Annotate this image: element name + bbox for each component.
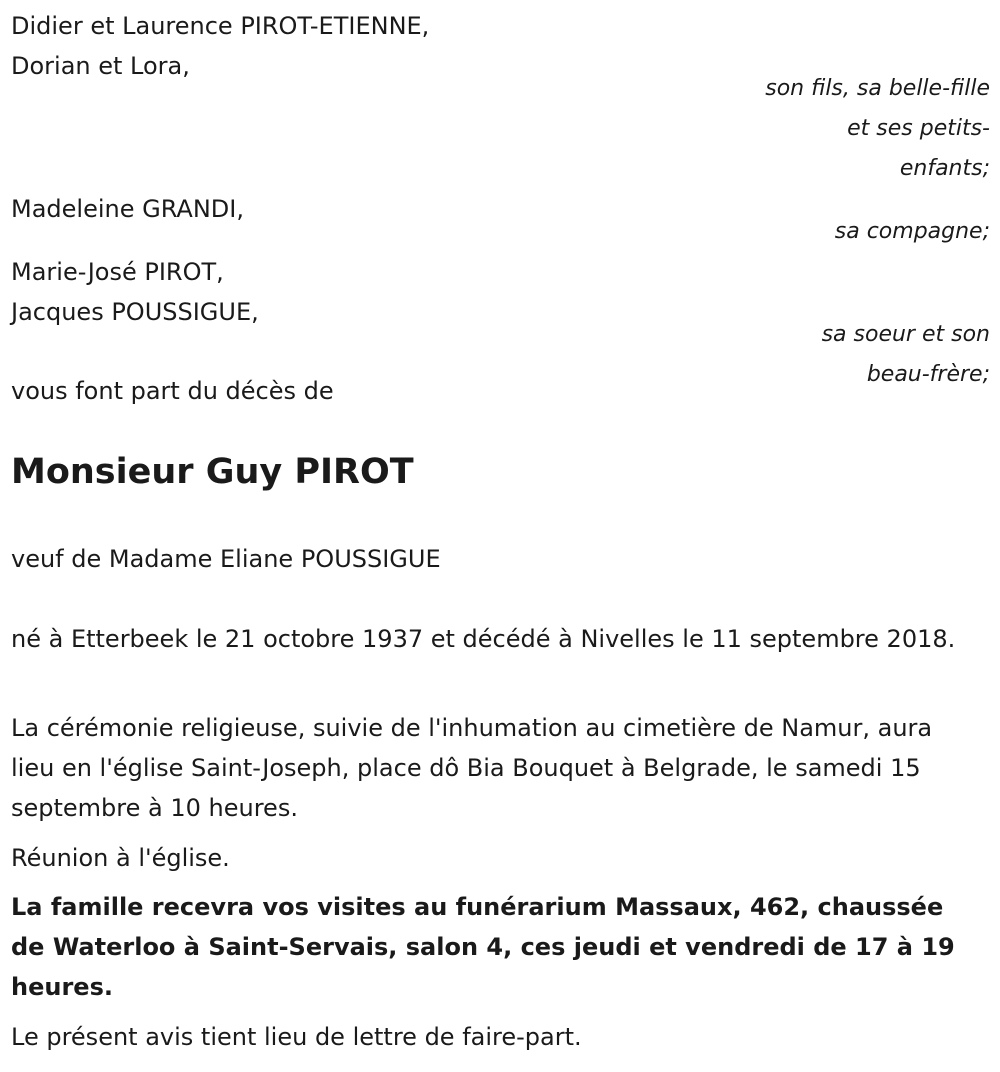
relation-line: beau-frère; <box>866 362 990 387</box>
relation-line: enfants; <box>899 156 990 181</box>
family-names-son: Didier et Laurence PIROT-ETIENNE, <box>11 12 430 40</box>
family-names-sister: Marie-José PIROT, <box>11 258 224 286</box>
birth-death-details: né à Etterbeek le 21 octobre 1937 et décédé à Nivelles le 11 septembre 2018. <box>11 625 956 653</box>
relation-sister <box>670 315 990 395</box>
visits-details: La famille recevra vos visites au funérarium Massaux, 462, chaussée de Waterloo à Saint-Servais, salon 4, ces jeudi et vendredi de 17 à 19 heures. <box>11 893 955 1001</box>
relation-son-family <box>670 69 990 189</box>
relation-line: sa compagne; <box>834 219 990 244</box>
widower-of: veuf de Madame Eliane POUSSIGUE <box>11 545 441 573</box>
family-names-grandchildren: Dorian et Lora, <box>11 52 190 80</box>
closing-note: Le présent avis tient lieu de lettre de faire-part. <box>11 1023 582 1051</box>
deceased-name: Monsieur Guy PIROT <box>11 452 414 492</box>
family-names-companion: Madeleine GRANDI, <box>11 195 244 223</box>
family-names-brother-in-law: Jacques POUSSIGUE, <box>11 298 259 326</box>
relation-line: son fils, sa belle-fille <box>765 76 990 101</box>
announcement-intro: vous font part du décès de <box>11 377 334 405</box>
relation-line: sa soeur et son <box>821 322 990 347</box>
meeting-note: Réunion à l'église. <box>11 844 230 872</box>
relation-line: et ses petits- <box>847 116 990 141</box>
relation-companion <box>670 212 990 252</box>
ceremony-details: La cérémonie religieuse, suivie de l'inhumation au cimetière de Namur, aura lieu en l'église Saint-Joseph, place dô Bia Bouquet à Belgrade, le samedi 15 septembre à 10 heures. <box>11 714 933 822</box>
